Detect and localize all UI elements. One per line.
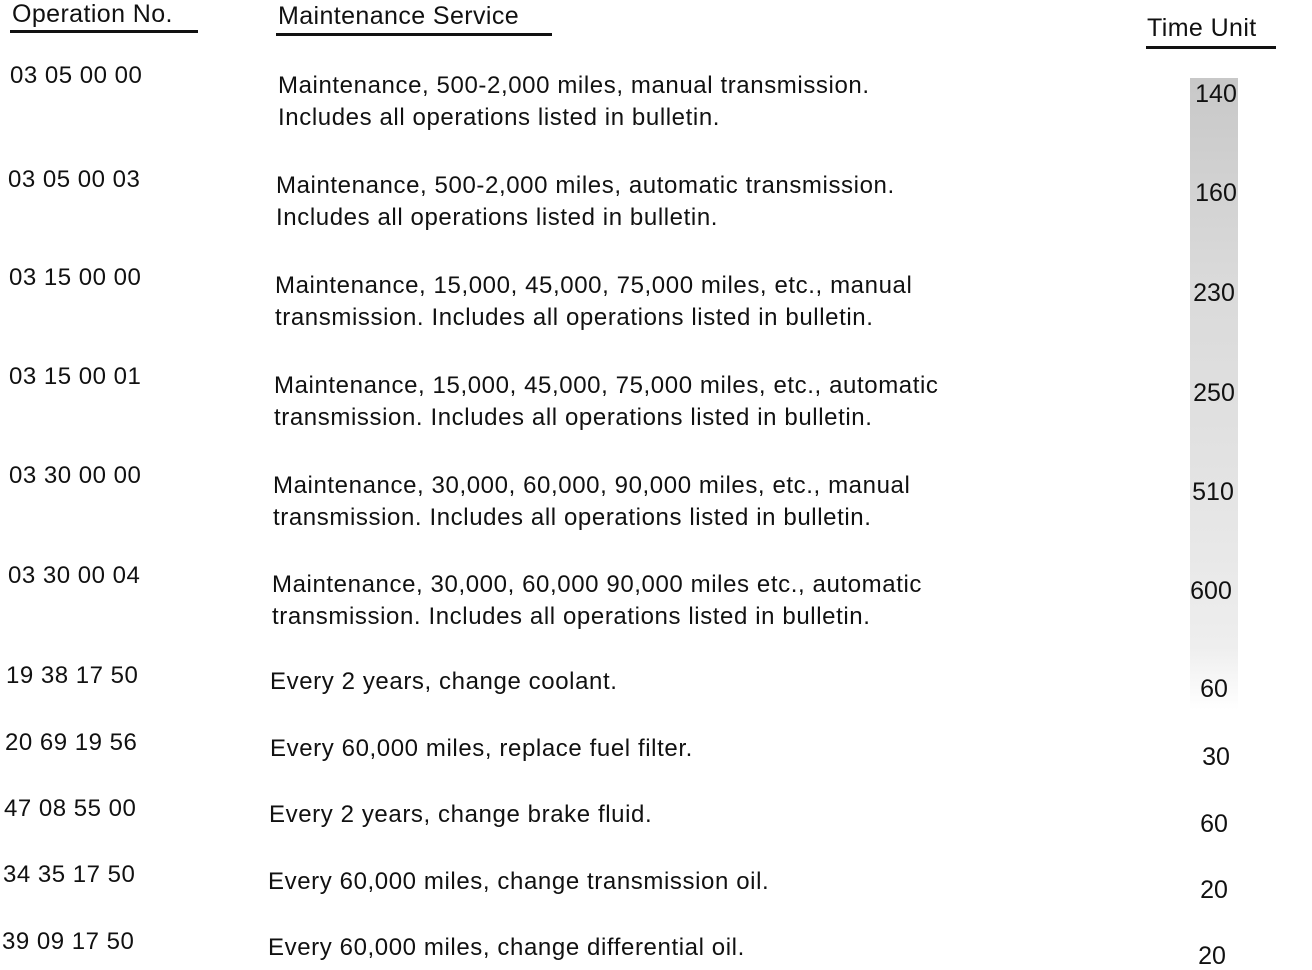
header-maintenance-service-underline <box>276 33 552 36</box>
service-line: Every 2 years, change coolant. <box>270 668 618 695</box>
time-unit-value: 160 <box>1195 179 1237 207</box>
time-unit-value: 250 <box>1193 379 1235 407</box>
service-description <box>272 569 922 633</box>
operation-number: 20 69 19 56 <box>5 729 138 756</box>
service-line: Every 60,000 miles, change transmission oil. <box>268 868 770 895</box>
operation-number: 03 15 00 00 <box>9 264 142 291</box>
time-unit-value: 20 <box>1200 876 1228 904</box>
service-line: Maintenance, 500-2,000 miles, automatic transmission. <box>276 172 895 199</box>
service-description <box>268 932 745 964</box>
time-unit-value: 510 <box>1192 478 1234 506</box>
operation-number: 03 30 00 00 <box>9 462 142 489</box>
service-line: Maintenance, 15,000, 45,000, 75,000 miles, etc., automatic <box>274 372 939 399</box>
time-unit-value: 30 <box>1202 743 1230 771</box>
service-line: Maintenance, 15,000, 45,000, 75,000 miles, etc., manual <box>275 272 913 299</box>
service-description <box>278 70 870 134</box>
service-description <box>273 470 910 534</box>
service-line: Every 60,000 miles, change differential oil. <box>268 934 745 961</box>
service-line: Every 60,000 miles, replace fuel filter. <box>270 735 693 762</box>
time-unit-value: 60 <box>1200 810 1228 838</box>
service-line: transmission. Includes all operations listed in bulletin. <box>275 304 874 331</box>
time-unit-value: 600 <box>1190 577 1232 605</box>
service-description <box>270 733 693 765</box>
service-line: transmission. Includes all operations listed in bulletin. <box>274 404 873 431</box>
service-line: Maintenance, 500-2,000 miles, manual transmission. <box>278 72 870 99</box>
service-description <box>276 170 895 234</box>
service-description <box>269 799 652 831</box>
service-description <box>268 866 769 898</box>
header-time-unit-underline <box>1146 46 1276 49</box>
service-description <box>270 666 618 698</box>
time-unit-value: 230 <box>1193 279 1235 307</box>
service-line: Maintenance, 30,000, 60,000 90,000 miles etc., automatic <box>272 571 922 598</box>
service-line: transmission. Includes all operations listed in bulletin. <box>272 603 871 630</box>
header-operation-no: Operation No. <box>12 0 173 28</box>
service-description <box>275 270 912 334</box>
header-time-unit: Time Unit <box>1147 14 1257 42</box>
operation-number: 03 30 00 04 <box>8 562 141 589</box>
operation-number: 34 35 17 50 <box>3 861 136 888</box>
service-line: Includes all operations listed in bulletin. <box>276 204 719 231</box>
time-unit-value: 140 <box>1195 80 1237 108</box>
header-operation-no-underline <box>10 30 198 33</box>
header-maintenance-service: Maintenance Service <box>278 2 520 30</box>
operation-number: 39 09 17 50 <box>2 928 135 955</box>
service-line: transmission. Includes all operations listed in bulletin. <box>273 504 872 531</box>
operation-number: 03 15 00 01 <box>9 363 142 390</box>
operation-number: 47 08 55 00 <box>4 795 137 822</box>
time-unit-value: 20 <box>1198 942 1226 970</box>
operation-number: 03 05 00 03 <box>8 166 141 193</box>
service-description <box>274 370 939 434</box>
operation-number: 19 38 17 50 <box>6 662 139 689</box>
service-line: Maintenance, 30,000, 60,000, 90,000 miles, etc., manual <box>273 472 911 499</box>
operation-number: 03 05 00 00 <box>10 62 143 89</box>
service-line: Every 2 years, change brake fluid. <box>269 801 653 828</box>
service-line: Includes all operations listed in bulletin. <box>278 104 721 131</box>
time-unit-value: 60 <box>1200 675 1228 703</box>
